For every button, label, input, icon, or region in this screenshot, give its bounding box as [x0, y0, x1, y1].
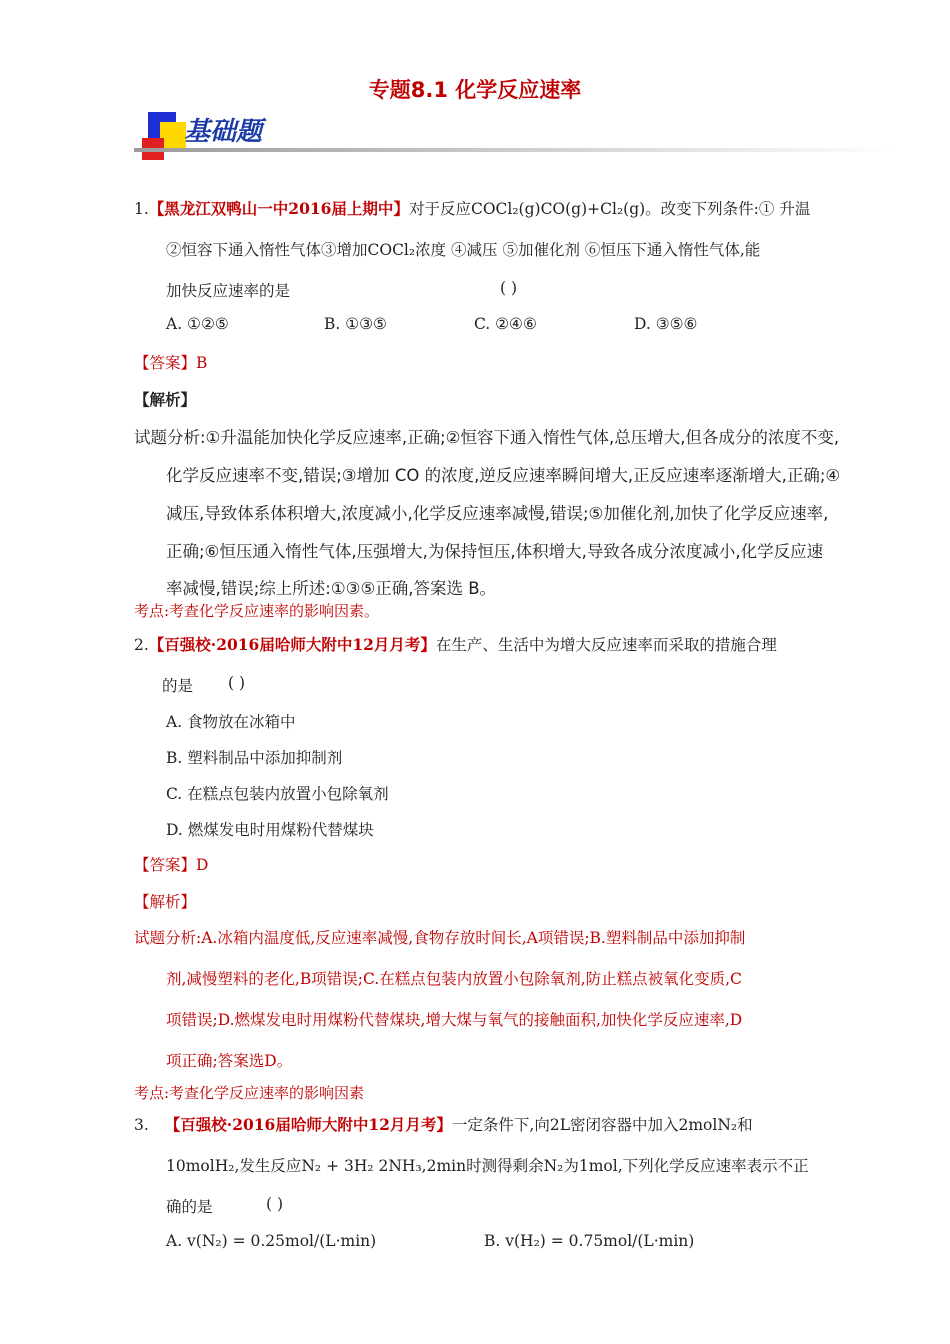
- q1-source: 【黑龙江双鸭山一中2016届上期中】: [148, 199, 409, 218]
- q3-number: 3.: [134, 1116, 149, 1134]
- q2-option-c: C. 在糕点包装内放置小包除氧剂: [166, 785, 389, 803]
- q1-analysis-line: 试题分析:①升温能加快化学反应速率,正确;②恒容下通入惰性气体,总压增大,但各成分的浓度不变,: [134, 428, 840, 447]
- q2-line1: [134, 633, 777, 655]
- q1-stem-line2: ②恒容下通入惰性气体③增加COCl₂浓度 ④减压 ⑤加催化剂 ⑥恒压下通入惰性气体,能: [166, 241, 761, 259]
- q2-analysis-line: 试题分析:A.冰箱内温度低,反应速率减慢,食物存放时间长,A项错误;B.塑料制品中添加抑制: [134, 929, 746, 947]
- q1-analysis-line: 化学反应速率不变,错误;③增加 CO 的浓度,逆反应速率瞬间增大,正反应速率逐渐增大,正确;④: [166, 466, 841, 485]
- q1-analysis-line: 减压,导致体系体积增大,浓度减小,化学反应速率减慢,错误;⑤加催化剂,加快了化学反应速率,: [166, 504, 829, 523]
- q1-answer: 【答案】B: [134, 354, 208, 372]
- q3-stem-line3: 确的是: [166, 1198, 213, 1216]
- q1-analysis-label: 【解析】: [134, 391, 197, 409]
- q1-analysis-line: 正确;⑥恒压通入惰性气体,压强增大,为保持恒压,体积增大,导致各成分浓度减小,化学反应速: [166, 542, 824, 561]
- q3-stem-line2: 10molH₂,发生反应N₂ + 3H₂ 2NH₃,2min时测得剩余N₂为1mol,下列化学反应速率表示不正: [166, 1157, 809, 1175]
- q2-analysis-line: 项正确;答案选D。: [166, 1052, 293, 1070]
- q3-line1: [134, 1113, 753, 1135]
- q2-stem-line2: 的是: [162, 677, 194, 695]
- q1-key-point: 考点:考查化学反应速率的影响因素。: [134, 602, 380, 620]
- q1-option-d: D. ③⑤⑥: [634, 315, 698, 333]
- section-badge: 基础题: [184, 117, 263, 147]
- section-banner: [134, 108, 896, 166]
- q2-stem-line1: 在生产、生活中为增大反应速率而采取的措施合理: [435, 636, 777, 654]
- q3-option-b: B. v(H₂) = 0.75mol/(L·min): [484, 1232, 695, 1250]
- q1-option-a: A. ①②⑤: [166, 315, 229, 333]
- q2-source: 【百强校·2016届哈师大附中12月月考】: [148, 635, 436, 654]
- q2-option-d: D. 燃煤发电时用煤粉代替煤块: [166, 821, 374, 839]
- q3-blank: ( ): [266, 1195, 284, 1213]
- q2-analysis-label: 【解析】: [134, 893, 197, 911]
- q1-stem-line1: 对于反应COCl₂(g)CO(g)+Cl₂(g)。改变下列条件:① 升温: [408, 200, 811, 218]
- q2-key-point: 考点:考查化学反应速率的影响因素: [134, 1084, 365, 1102]
- q3-option-a: A. v(N₂) = 0.25mol/(L·min): [166, 1232, 377, 1250]
- q1-option-c: C. ②④⑥: [474, 315, 537, 333]
- q2-analysis-line: 项错误;D.燃煤发电时用煤粉代替煤块,增大煤与氧气的接触面积,加快化学反应速率,D: [166, 1011, 743, 1029]
- q2-option-a: A. 食物放在冰箱中: [166, 713, 296, 731]
- q3-stem-line1: 一定条件下,向2L密闭容器中加入2molN₂和: [451, 1116, 753, 1134]
- q2-answer: 【答案】D: [134, 856, 209, 874]
- q2-option-b: B. 塑料制品中添加抑制剂: [166, 749, 343, 767]
- page-title: 专题8.1 化学反应速率: [368, 78, 582, 102]
- q1-line1: [134, 197, 810, 219]
- q2-analysis-line: 剂,减慢塑料的老化,B项错误;C.在糕点包装内放置小包除氧剂,防止糕点被氧化变质,C: [166, 970, 742, 988]
- q3-source: 【百强校·2016届哈师大附中12月月考】: [164, 1115, 452, 1134]
- q2-number: 2.: [134, 636, 149, 654]
- q2-blank: ( ): [228, 674, 246, 692]
- q1-number: 1.: [134, 200, 149, 218]
- q1-stem-line3: 加快反应速率的是: [166, 282, 291, 300]
- q1-blank: ( ): [500, 279, 518, 297]
- q1-analysis-line: 率减慢,错误;综上所述:①③⑤正确,答案选 B。: [166, 579, 497, 598]
- q1-option-b: B. ①③⑤: [324, 315, 387, 333]
